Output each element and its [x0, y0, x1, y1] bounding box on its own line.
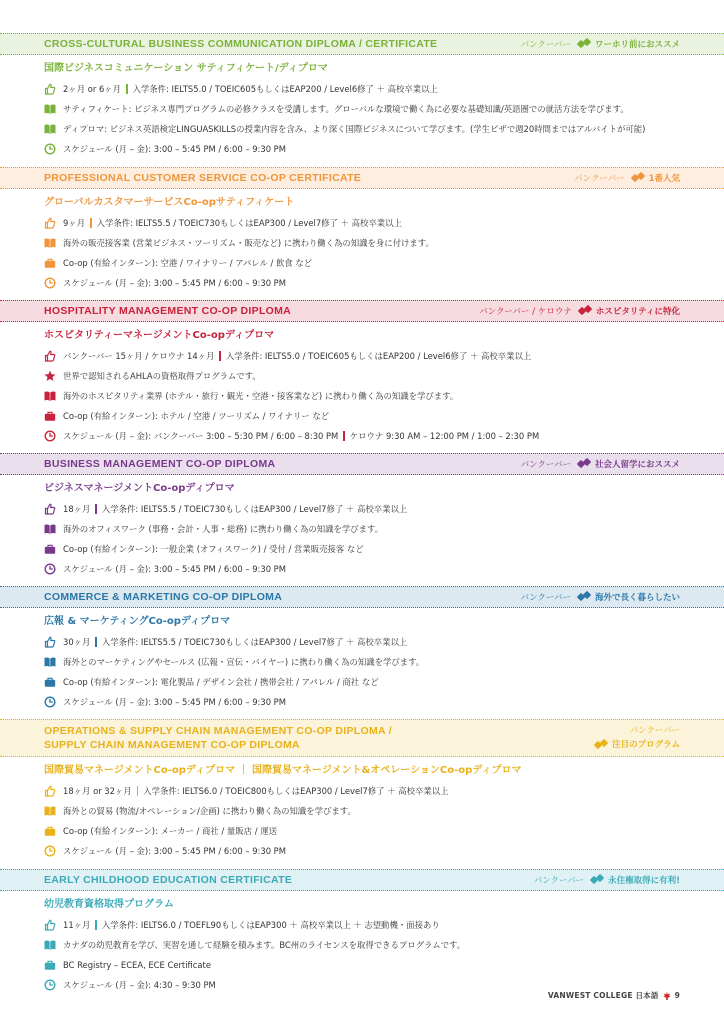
program-section	[0, 33, 724, 159]
clock-icon	[44, 563, 56, 575]
separator-bar	[95, 637, 97, 647]
detail-row	[44, 99, 724, 119]
hand-icon	[44, 350, 56, 362]
location-label: バンクーバー	[533, 876, 585, 886]
section-tag	[521, 591, 680, 603]
detail-row	[44, 499, 724, 519]
tag-label: 海外で長く暮らしたい	[594, 593, 680, 603]
program-subtitle: 幼児教育資格取得プログラム	[44, 899, 174, 910]
detail-text: 海外のオフィスワーク (事務・会計・人事・総務) に携わり働く為の知識を学びます。	[63, 524, 384, 534]
book-icon	[44, 805, 56, 817]
tag-group	[577, 458, 680, 470]
detail-row	[44, 841, 724, 861]
detail-text: スケジュール (月 – 金): 3:00 – 5:45 PM / 6:00 – 9:30 PM	[63, 564, 286, 574]
briefcase-icon	[44, 825, 56, 837]
section-tag	[479, 305, 680, 317]
section-title	[44, 590, 282, 604]
leaf-icon	[578, 306, 592, 316]
section-title	[44, 171, 361, 185]
detail-text: 9ヶ月	[63, 218, 86, 228]
detail-text: 入学条件: IELTS6.0 / TOEFL90もしくはEAP300 ＋ 高校卒業以上 ＋ 志望動機・面接あり	[101, 920, 440, 930]
section-title-line: COMMERCE & MARKETING CO-OP DIPLOMA	[44, 591, 283, 603]
section-title	[44, 37, 437, 51]
section-title-line: OPERATIONS & SUPPLY CHAIN MANAGEMENT CO-OP DIPLOMA /	[44, 725, 392, 737]
section-title	[44, 304, 291, 318]
detail-text: スケジュール (月 – 金): 3:00 – 5:45 PM / 6:00 – 9:30 PM	[63, 846, 286, 856]
program-section	[0, 453, 724, 579]
briefcase-icon	[44, 543, 56, 555]
detail-text: 世界で認知されるAHLAの資格取得プログラムです。	[63, 371, 261, 381]
section-title-line: SUPPLY CHAIN MANAGEMENT CO-OP DIPLOMA	[44, 739, 300, 751]
detail-text: 入学条件: IELTS5.0 / TOEIC605もしくはEAP200 / Level6修了 ＋ 高校卒業以上	[225, 351, 532, 361]
program-section	[0, 586, 724, 712]
hand-icon	[44, 636, 56, 648]
detail-text: Co-op (有給インターン): ホテル / 空港 / ツーリズム / ワイナリー など	[63, 411, 330, 421]
detail-text: 入学条件: IELTS5.0 / TOEIC605もしくはEAP200 / Level6修了 ＋ 高校卒業以上	[132, 84, 438, 94]
section-title	[44, 873, 292, 887]
tag-label: 永住権取得に有利!	[608, 876, 680, 886]
tag-label: 1番人気	[648, 174, 680, 184]
detail-row	[44, 821, 724, 841]
section-header	[0, 869, 724, 891]
detail-text: Co-op (有給インターン): 電化製品 / デザイン会社 / 携帯会社 / アパレル / 商社 など	[63, 677, 379, 687]
hand-icon	[44, 217, 56, 229]
detail-text: 11ヶ月	[63, 920, 91, 930]
book-icon	[44, 103, 56, 115]
detail-row	[44, 79, 724, 99]
book-icon	[44, 123, 56, 135]
section-tag	[574, 172, 680, 184]
tag-group	[594, 738, 680, 752]
detail-row	[44, 519, 724, 539]
leaf-icon	[590, 875, 604, 885]
program-section	[0, 300, 724, 446]
section-tag	[594, 724, 680, 752]
clock-icon	[44, 979, 56, 991]
detail-text: バンクーバー 15ヶ月 / ケロウナ 14ヶ月	[63, 351, 215, 361]
detail-text: ディプロマ: ビジネス英語検定LINGUASKILLSの授業内容を含み、より深く国際ビジネスについて学びます。(学生ビザで週20時間まではアルバイトが可能)	[63, 124, 646, 134]
location-label: バンクーバー / ケロウナ	[479, 307, 572, 317]
detail-row	[44, 273, 724, 293]
tag-label: 社会人留学におススメ	[594, 460, 680, 470]
tag-group	[577, 38, 680, 50]
detail-row	[44, 672, 724, 692]
section-title-line: HOSPITALITY MANAGEMENT CO-OP DIPLOMA	[44, 305, 292, 317]
detail-row	[44, 801, 724, 821]
section-header	[0, 167, 724, 189]
leaf-icon	[631, 173, 645, 183]
book-icon	[44, 523, 56, 535]
leaf-icon	[577, 459, 591, 469]
separator-bar	[137, 786, 139, 796]
section-header	[0, 33, 724, 55]
detail-text: Co-op (有給インターン): メーカー / 商社 / 量販店 / 運送	[63, 826, 277, 836]
maple-leaf-icon	[663, 992, 671, 1000]
detail-row	[44, 935, 724, 955]
book-icon	[44, 390, 56, 402]
program-subtitle: ビジネスマネージメントCo-opディプロマ	[44, 483, 235, 494]
detail-row	[44, 955, 724, 975]
detail-row	[44, 119, 724, 139]
separator-bar	[95, 504, 97, 514]
detail-row	[44, 346, 724, 366]
program-subtitle: ホスピタリティーマネージメントCo-opディプロマ	[44, 330, 275, 341]
detail-row	[44, 559, 724, 579]
program-subtitle: 国際ビジネスコミュニケーション サティフィケート/ディプロマ	[44, 63, 328, 74]
detail-text: 海外とのマーケティングやセールス (広報・宣伝・バイヤー) に携わり働く為の知識を学びます。	[63, 657, 425, 667]
tag-group	[578, 305, 680, 317]
briefcase-icon	[44, 959, 56, 971]
section-tag	[534, 874, 680, 886]
briefcase-icon	[44, 676, 56, 688]
detail-text: 入学条件: IELTS5.5 / TOEIC730もしくはEAP300 / Level7修了 ＋ 高校卒業以上	[96, 218, 402, 228]
hand-icon	[44, 83, 56, 95]
detail-row	[44, 692, 724, 712]
detail-text: スケジュール (月 – 金): 3:00 – 5:45 PM / 6:00 – 9:30 PM	[63, 144, 286, 154]
detail-text: ケロウナ 9:30 AM – 12:00 PM / 1:00 – 2:30 PM	[349, 431, 540, 441]
detail-row	[44, 139, 724, 159]
detail-row	[44, 233, 724, 253]
clock-icon	[44, 143, 56, 155]
page-number: 9	[674, 991, 680, 1000]
detail-text: スケジュール (月 – 金): バンクーバー 3:00 – 5:30 PM / 6:00 – 8:30 PM	[63, 431, 339, 441]
program-section	[0, 167, 724, 293]
program-subtitle: グローバルカスタマーサービスCo-opサティフィケート	[44, 197, 295, 208]
detail-text: スケジュール (月 – 金): 3:00 – 5:45 PM / 6:00 – 9:30 PM	[63, 697, 286, 707]
leaf-icon	[577, 39, 591, 49]
hand-icon	[44, 919, 56, 931]
tag-label: ワーホリ前におススメ	[594, 40, 680, 50]
detail-row	[44, 426, 724, 446]
leaf-icon	[594, 740, 608, 750]
location-label: バンクーバー	[520, 460, 571, 470]
section-tag	[521, 458, 680, 470]
detail-row	[44, 781, 724, 801]
section-tag	[521, 38, 680, 50]
program-subtitle: 国際貿易マネージメントCo-opディプロマ ｜ 国際貿易マネージメント&オペレーションCo-opディプロマ	[44, 765, 522, 776]
detail-text: 入学条件: IELTS5.5 / TOEIC730もしくはEAP300 / Level7修了 ＋ 高校卒業以上	[101, 637, 408, 647]
section-title-line: PROFESSIONAL CUSTOMER SERVICE CO-OP CERTIFICATE	[44, 172, 362, 184]
detail-row	[44, 253, 724, 273]
program-section	[0, 869, 724, 995]
section-title-line: BUSINESS MANAGEMENT CO-OP DIPLOMA	[44, 458, 276, 470]
section-header	[0, 300, 724, 322]
section-title	[44, 457, 275, 471]
location-label: バンクーバー	[574, 174, 625, 184]
detail-text: Co-op (有給インターン): 空港 / ワイナリー / アパレル / 飲食 など	[63, 258, 313, 268]
detail-text: 海外のホスピタリティ業界 (ホテル・旅行・観光・空港・接客業など) に携わり働く為の知識を学びます。	[63, 391, 459, 401]
separator-bar	[95, 920, 97, 930]
tag-group	[631, 172, 680, 184]
section-title	[44, 724, 392, 752]
tag-label: ホスピタリティに特化	[595, 307, 680, 317]
detail-text: 30ヶ月	[63, 637, 91, 647]
detail-row	[44, 539, 724, 559]
program-section	[0, 719, 724, 861]
separator-bar	[343, 431, 345, 441]
detail-text: スケジュール (月 – 金): 3:00 – 5:45 PM / 6:00 – 9:30 PM	[63, 278, 286, 288]
detail-text: 海外との貿易 (物流/オペレーション/企画) に携わり働く為の知識を学びます。	[63, 806, 356, 816]
detail-row	[44, 406, 724, 426]
detail-row	[44, 366, 724, 386]
briefcase-icon	[44, 257, 56, 269]
section-header	[0, 453, 724, 475]
separator-bar	[219, 351, 221, 361]
detail-text: サティフィケート: ビジネス専門プログラムの必修クラスを受講します。グローバルな環境で働く為に必要な基礎知識/英語圏での就活方法を学びます。	[63, 104, 629, 114]
location-label: バンクーバー	[520, 593, 571, 603]
tag-label: 注目のプログラム	[612, 740, 680, 750]
page-footer	[548, 990, 680, 1001]
section-header	[0, 586, 724, 608]
tag-group	[590, 874, 680, 886]
star-icon	[44, 370, 56, 382]
section-header	[0, 719, 724, 757]
detail-row	[44, 652, 724, 672]
briefcase-icon	[44, 410, 56, 422]
detail-row	[44, 915, 724, 935]
detail-text: Co-op (有給インターン): 一般企業 (オフィスワーク) / 受付 / 営業販売接客 など	[63, 544, 364, 554]
detail-text: 18ヶ月 or 32ヶ月	[63, 786, 132, 796]
detail-text: 2ヶ月 or 6ヶ月	[63, 84, 122, 94]
detail-row	[44, 386, 724, 406]
separator-bar	[90, 218, 92, 228]
detail-text: 海外の販売接客業 (営業ビジネス・ツーリズム・販売など) に携わり働く為の知識を身に付けます。	[63, 238, 434, 248]
detail-text: スケジュール (月 – 金): 4:30 – 9:30 PM	[63, 980, 216, 990]
location-label: バンクーバー	[520, 40, 571, 50]
location-label: バンクーバー	[629, 726, 680, 736]
detail-text: 入学条件: IELTS6.0 / TOEIC800もしくはEAP300 / Level7修了 ＋ 高校卒業以上	[143, 786, 449, 796]
hand-icon	[44, 503, 56, 515]
clock-icon	[44, 430, 56, 442]
hand-icon	[44, 785, 56, 797]
detail-row	[44, 213, 724, 233]
clock-icon	[44, 696, 56, 708]
book-icon	[44, 939, 56, 951]
leaf-icon	[577, 592, 591, 602]
footer-brand: VANWEST COLLEGE 日本語	[547, 991, 659, 1000]
detail-text: 入学条件: IELTS5.5 / TOEIC730もしくはEAP300 / Level7修了 ＋ 高校卒業以上	[101, 504, 408, 514]
detail-text: BC Registry – ECEA, ECE Certificate	[63, 960, 211, 970]
book-icon	[44, 237, 56, 249]
detail-text: 18ヶ月	[63, 504, 91, 514]
clock-icon	[44, 845, 56, 857]
detail-row	[44, 632, 724, 652]
section-title-line: EARLY CHILDHOOD EDUCATION CERTIFICATE	[44, 874, 293, 886]
clock-icon	[44, 277, 56, 289]
section-title-line: CROSS-CULTURAL BUSINESS COMMUNICATION DIPLOMA / CERTIFICATE	[44, 38, 438, 50]
book-icon	[44, 656, 56, 668]
separator-bar	[126, 84, 128, 94]
program-subtitle: 広報 & マーケティングCo-opディプロマ	[44, 616, 231, 627]
detail-text: カナダの幼児教育を学び、実習を通して経験を積みます。BC州のライセンスを取得できるプログラムです。	[63, 940, 466, 950]
tag-group	[577, 591, 680, 603]
